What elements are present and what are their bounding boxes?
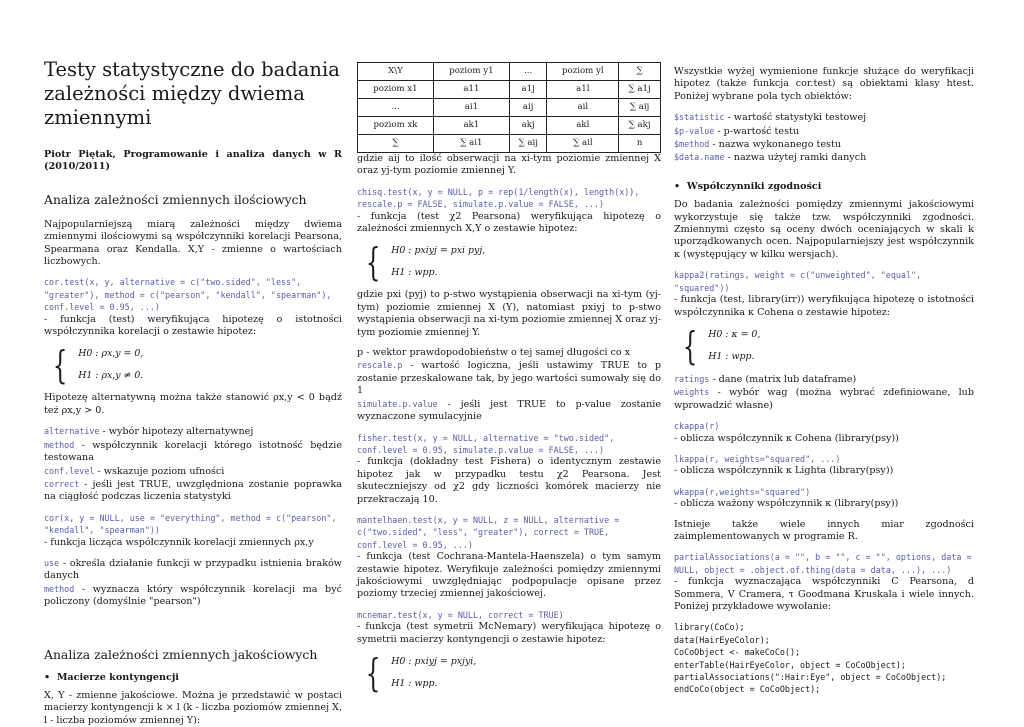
table-cell: ∑ aij	[619, 99, 661, 117]
arg-item: alternative - wybór hipotezy alternatywnej	[44, 426, 254, 438]
table-cell: a11	[433, 81, 509, 99]
wkappa-desc: - oblicza ważony współczynnik κ (library(psy))	[674, 498, 899, 510]
table-header	[358, 63, 661, 81]
ratings-arg: ratings - dane (matrix lub dataframe)	[674, 373, 857, 385]
h1: H1 : ρx,y ≠ 0.	[78, 370, 144, 382]
cor-desc: - funkcja licząca współczynnik korelacji zmiennych ρx,y	[44, 536, 314, 548]
table-cell: ail	[547, 99, 619, 117]
table-cell: akj	[509, 117, 547, 135]
cor-code: cor(x, y = NULL, use = "everything", method = c("pearson", "kendall", "spearman"))	[44, 512, 337, 536]
table-cell: ai1	[433, 99, 509, 117]
table-cell: a1j	[509, 81, 547, 99]
arg-name: alternative	[44, 426, 100, 437]
table-cell: ∑	[358, 135, 434, 153]
cortest-code: cor.test(x, y, alternative = c("two.sided", "less", "greater"), method = c("pearson", "kendall", "spearman"), conf.level = 0.95, ...)	[44, 277, 332, 313]
code-line: partialAssociations(":Hair:Eye", object = CoCoObject);	[674, 672, 947, 683]
h0: H0 : pxiyj = pxi pyj,	[391, 245, 486, 257]
brace-icon: {	[365, 651, 381, 695]
brace-icon: {	[682, 323, 698, 368]
hypotheses-mcnemar	[361, 651, 661, 695]
mcnemar-code: mcnemar.test(x, y = NULL, correct = TRUE)	[357, 609, 564, 620]
chisq-desc: - funkcja (test χ2 Pearsona) weryfikująca hipotezę o zależności zmiennych X,Y o zestawie hipotez:	[357, 210, 661, 235]
h0: H0 : ρx,y = 0,	[78, 348, 144, 360]
code-line: enterTable(HairEyeColor, object = CoCoObject);	[674, 659, 906, 670]
hypotheses-cortest	[48, 343, 342, 388]
table-cell: ...	[509, 63, 547, 81]
table-cell: ∑ akj	[619, 117, 661, 135]
agree-intro: Do badania zależności pomiędzy zmiennymi jakościowymi wykorzystuje się także tzw. współczynniki zgodności. Zmiennymi często są oceny dwóch oceniających w skali k uporządkowanych ocen. Najpopularniejszy jest współczynnik κ (występujący w kilku wersjach).	[674, 199, 974, 260]
simulate-desc: simulate.p.value - jeśli jest TRUE to p-value zostanie wyznaczone symulacyjnie	[357, 398, 661, 423]
code-line: data(HairEyeColor);	[674, 634, 770, 645]
list-item: $p-value - p-wartość testu	[674, 125, 800, 137]
table-cell: aij	[509, 99, 547, 117]
chisq-code: chisq.test(x, y = NULL, p = rep(1/length(x), length(x)), rescale.p = FALSE, simulate.p.value = FALSE, ...)	[357, 186, 640, 210]
arg-name: conf.level	[44, 465, 95, 476]
list-item: $data.name - nazwa użytej ramki danych	[674, 152, 867, 164]
arg-name: correct	[44, 478, 80, 489]
table-cell: ak1	[433, 117, 509, 135]
brace-icon: {	[365, 240, 381, 285]
lkappa-desc: - oblicza współczynnik κ Lighta (library(psy))	[674, 465, 894, 477]
pxi-note: gdzie pxi (pyj) to p-stwo wystąpienia obserwacji na xi-tym (yj-tym) poziomie zmiennej X (Y), natomiast pxiyj to p-stwo wystąpienia obserwacji na xi-tym poziomie zmiennej X oraz yj-tym poziomie zmiennej Y.	[357, 289, 661, 338]
aij-note: gdzie aij to ilość obserwacji na xi-tym poziomie zmiennej X oraz yj-tym poziomie zmiennej Y.	[357, 153, 661, 177]
wkappa-code: wkappa(r,weights="squared")	[674, 486, 811, 497]
ckappa-code: ckappa(r)	[674, 421, 720, 432]
hypotheses-kappa	[678, 323, 974, 368]
h0: H0 : pxiyj = pxjyi,	[391, 655, 477, 667]
contingency-table	[357, 62, 661, 153]
table-cell: ∑ ail	[547, 135, 619, 153]
htest-note: Wszystkie wyżej wymienione funkcje służące do weryfikacji hipotez (także funkcja cor.test) są obiektami klasy htest. Poniżej wybrane pola tych obiektów:	[674, 66, 974, 102]
weights-arg: weights - wybór wag (można wybrać zdefiniowane, lub wprowadzić własne)	[674, 387, 974, 411]
table-cell: n	[619, 135, 661, 153]
table-row	[358, 117, 661, 135]
h1: H1 : wpp.	[391, 678, 438, 689]
table-cell: akl	[547, 117, 619, 135]
table-cell: poziom y1	[433, 63, 509, 81]
alt-note: Hipotezę alternatywną można także stanowić ρx,y < 0 bądź też ρx,y > 0.	[44, 392, 342, 416]
table-cell: ∑	[619, 63, 661, 81]
table-cell: poziom yl	[547, 63, 619, 81]
table-cell: ∑ ai1	[433, 135, 509, 153]
table-cell: ...	[358, 99, 434, 117]
h1: H1 : wpp.	[708, 350, 755, 362]
list-item: $method - nazwa wykonanego testu	[674, 139, 842, 151]
table-cell: a1l	[547, 81, 619, 99]
rescale-desc: rescale.p - wartość logiczna, jeśli ustawimy TRUE to p zostanie przeskalowane tak, by jego wartości sumowały się do 1	[357, 360, 661, 397]
fisher-desc: - funkcja (dokładny test Fishera) o identycznym zestawie hipotez jak w przypadku testu χ2 Pearsona. Jest skuteczniejszy od χ2 gdy liczności komórek macierzy nie przekraczają 10.	[357, 456, 661, 505]
arg-item: method - współczynnik korelacji którego istotność będzie testowana	[44, 439, 342, 464]
quant-intro: Najpopularniejszą miarą zależności między dwiema zmiennymi ilościowymi są współczynniki korelacji Pearsona, Spearmana oraz Kendalla. X,Y - zmienne o wartościach liczbowych.	[44, 218, 342, 268]
brace-icon: {	[52, 343, 68, 388]
use-arg: use - określa działanie funkcji w przypadku istnienia braków danych	[44, 557, 342, 582]
kappa2-code: kappa2(ratings, weight = c("unweighted", "equal", "squared"))	[674, 270, 922, 293]
code-line: library(CoCo);	[674, 622, 745, 633]
lkappa-code: lkappa(r, weights="squared", ...)	[674, 453, 841, 464]
fisher-code: fisher.test(x, y = NULL, alternative = "two.sided", conf.level = 0.95, simulate.p.value = FALSE, ...)	[357, 432, 615, 455]
qual-intro: X, Y - zmienne jakościowe. Można je przedstawić w postaci macierzy kontyngencji k × l (k - liczba poziomów zmiennej X, l - liczba poziomów zmiennej Y):	[44, 689, 342, 726]
mantel-desc: - funkcja (test Cochrana-Mantela-Haenszela) o tym samym zestawie hipotez. Weryfikuje zależności pomiędzy zmiennymi jakościowymi uwzględniając podpopulacje opisane przez poziomy trzeciej zmiennej jakościowej.	[357, 551, 661, 600]
column-2	[357, 0, 661, 700]
p-desc: p - wektor prawdopodobieństw o tej samej długości co x	[357, 347, 631, 359]
pa-desc: - funkcja wyznaczająca współczynniki C Pearsona, d Sommera, V Cramera, τ Goodmana Kruskala i wiele innych. Poniżej przykładowe wywołanie:	[674, 576, 974, 612]
table-cell: ∑ aij	[509, 135, 547, 153]
arg-item: conf.level - wskazuje poziom ufności	[44, 465, 225, 477]
h0: H0 : κ = 0,	[708, 328, 761, 340]
ckappa-desc: - oblicza współczynnik κ Cohena (library(psy))	[674, 432, 899, 444]
mcnemar-desc: - funkcja (test symetrii McNemary) weryfikująca hipotezę o symetrii macierzy kontyngencji o zestawie hipotez:	[357, 621, 661, 645]
method-arg: method - wyznacza który współczynnik korelacji ma być policzony (domyślnie "pearson")	[44, 583, 342, 608]
hypotheses-chisq	[361, 240, 661, 285]
table-cell: X\Y	[358, 63, 434, 81]
kappa2-desc: - funkcja (test, library(irr)) weryfikująca hipotezę o istotności współczynnika κ Cohena o zestawie hipotez:	[674, 294, 974, 318]
fields-list	[674, 111, 974, 165]
page-title: Testy statystyczne do badania zależności między dwiema zmiennymi	[44, 58, 340, 129]
code-line: CoCoObject <- makeCoCo();	[674, 647, 801, 658]
table-cell: ∑ a1j	[619, 81, 661, 99]
args-list	[44, 425, 342, 503]
table-row	[358, 99, 661, 117]
more-note: Istnieje także wiele innych miar zgodności zaimplementowanych w programie R.	[674, 518, 974, 542]
mantel-code: mantelhaen.test(x, y = NULL, z = NULL, alternative = c("two.sided", "less", "greater"), correct = TRUE, conf.level = 0.95, ...)	[357, 514, 620, 550]
bullet-agreement: • Współczynniki zgodności	[674, 180, 822, 192]
column-1	[44, 0, 342, 727]
list-item: $statistic - wartość statystyki testowej	[674, 112, 867, 124]
table-cell: poziom x1	[358, 81, 434, 99]
pa-code: partialAssociations(a = "", b = "", c = "", options, data = NULL, object = .object.of.thing(data = data, ...), ...)	[674, 552, 972, 575]
table-row	[358, 135, 661, 153]
section-heading-qualitative: Analiza zależności zmiennych jakościowych	[44, 646, 318, 662]
h1: H1 : wpp.	[391, 267, 438, 279]
example-code	[674, 621, 974, 695]
bullet-contingency: • Macierze kontyngencji	[44, 671, 179, 683]
arg-item: correct - jeśli jest TRUE, uwzględniona zostanie poprawka na ciągłość podczas liczenia statystyki	[44, 478, 342, 503]
cortest-desc: - funkcja (test) weryfikująca hipotezę o istotności współczynnika korelacji o zestawie hipotez:	[44, 313, 342, 338]
code-line: endCoCo(object = CoCoObject);	[674, 684, 821, 695]
author-line: Piotr Piętak, Programowanie i analiza danych w R (2010/2011)	[44, 149, 342, 173]
table-row	[358, 81, 661, 99]
column-3	[674, 0, 974, 696]
section-heading-quantitative: Analiza zależności zmiennych ilościowych	[44, 191, 307, 207]
table-cell: poziom xk	[358, 117, 434, 135]
arg-name: method	[44, 439, 75, 450]
